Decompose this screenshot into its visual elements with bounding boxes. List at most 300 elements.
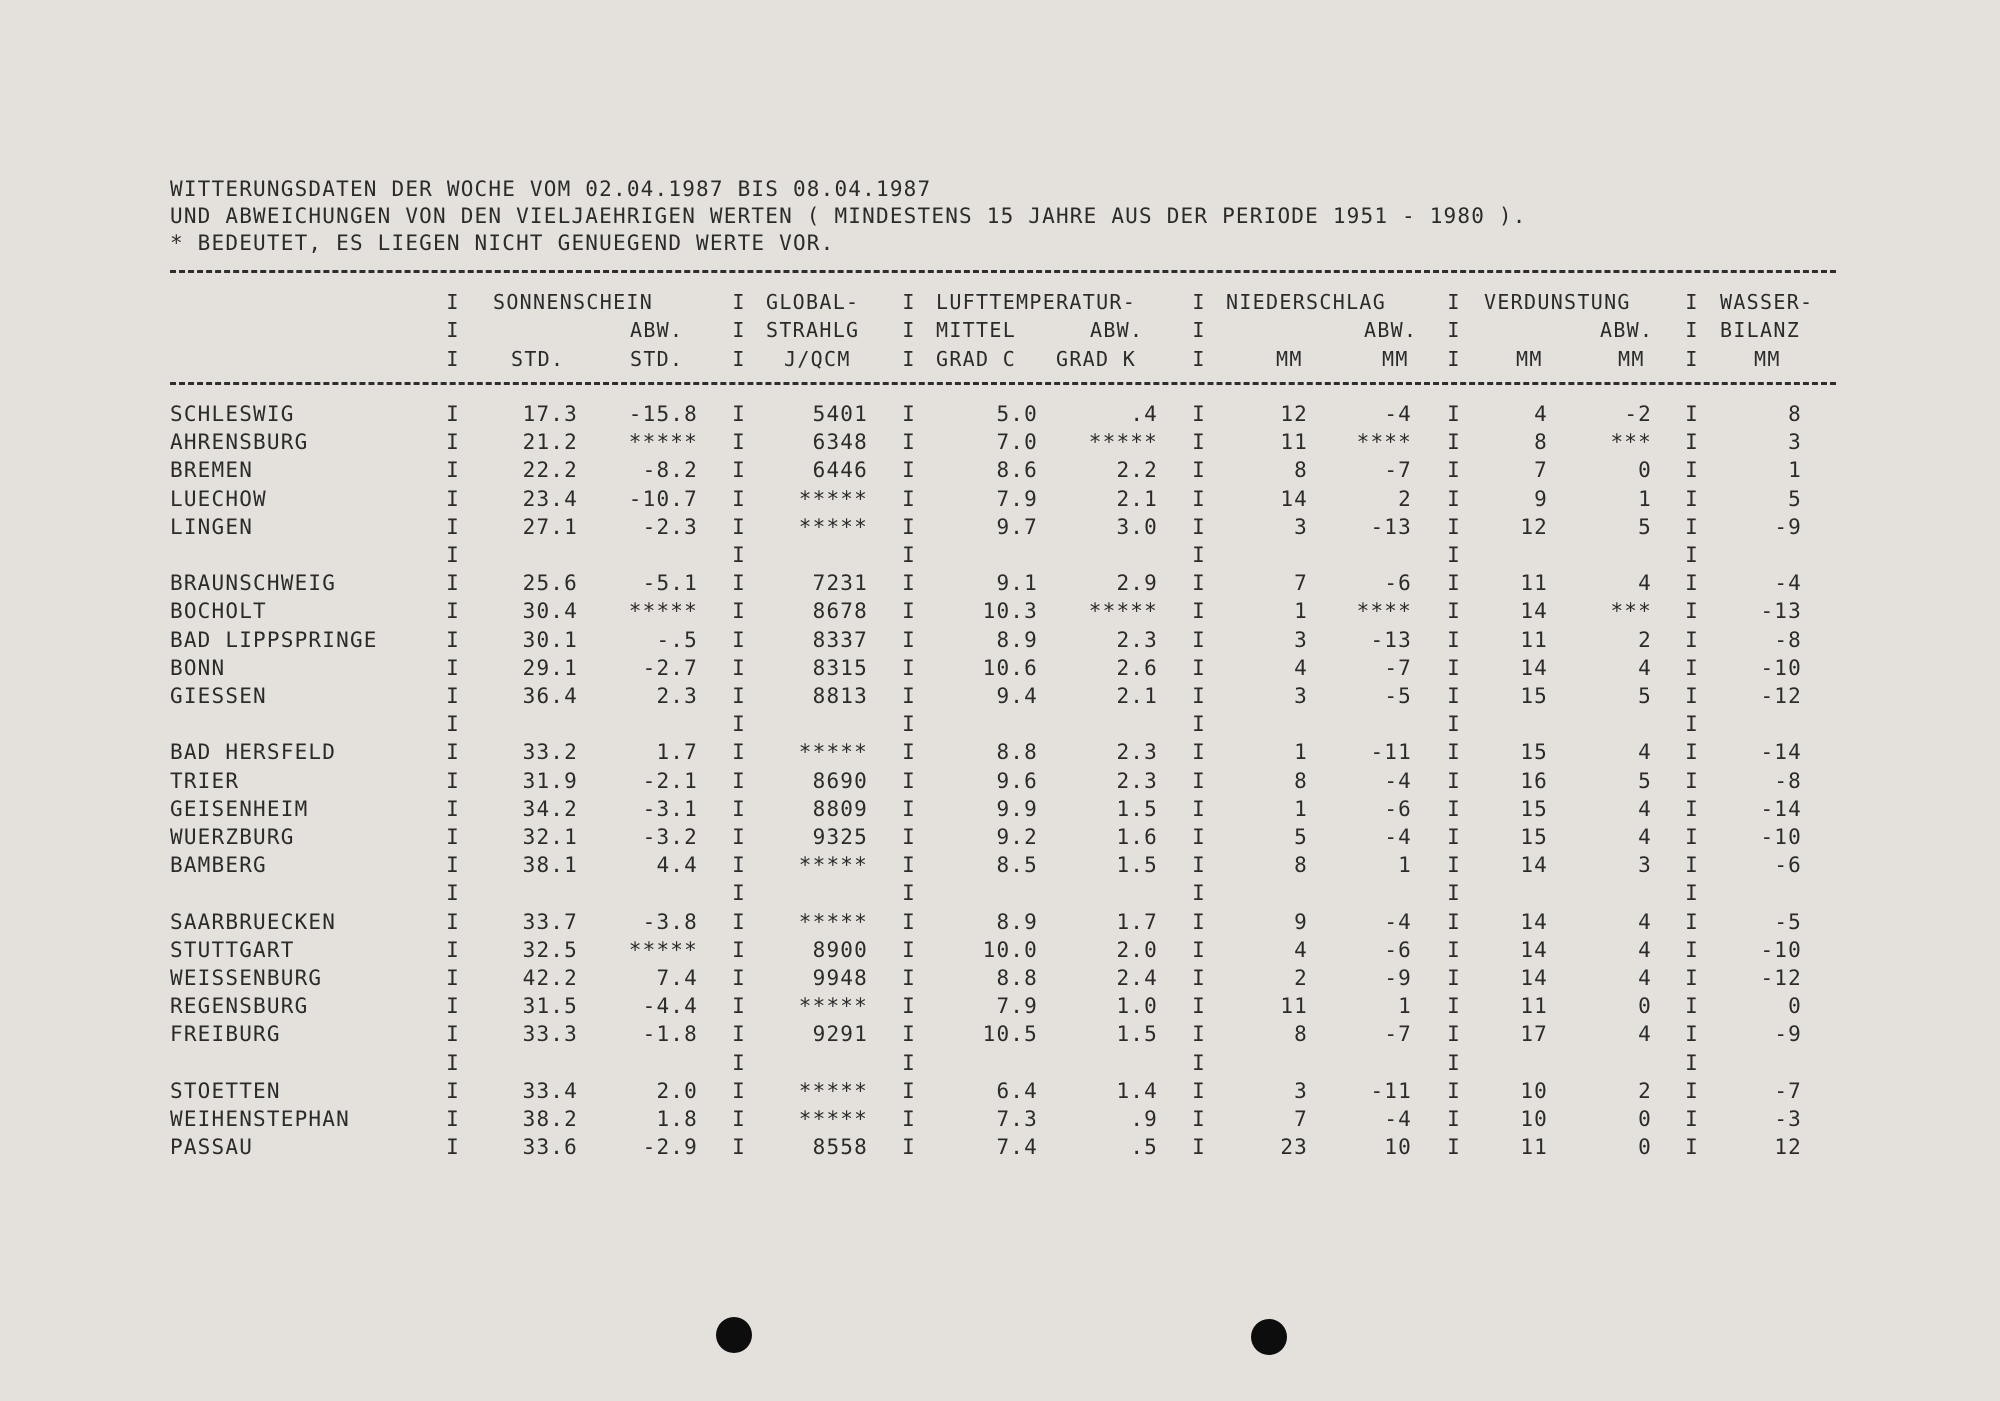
column-separator: I [1447, 458, 1461, 483]
column-separator: I [1447, 571, 1461, 596]
cell-rain-abw: -7 [1384, 655, 1412, 680]
table-row [0, 1020, 2000, 1048]
cell-bal: 8 [1788, 402, 1802, 426]
cell-rain: 3 [1294, 627, 1308, 652]
cell-glob: 8315 [812, 655, 868, 680]
column-separator: I [902, 430, 916, 455]
column-separator: I [902, 937, 916, 962]
cell-name: FREIBURG [170, 1022, 281, 1047]
column-separator: I [902, 825, 916, 849]
cell-evap: 14 [1520, 909, 1548, 934]
table-row [0, 456, 2000, 484]
column-separator: I [446, 881, 460, 906]
cell-temp: 10.0 [982, 937, 1038, 962]
cell-evap: 14 [1520, 937, 1548, 962]
column-separator: I [1447, 712, 1461, 737]
cell-rain-abw: -4 [1384, 825, 1412, 849]
cell-name: GEISENHEIM [170, 796, 309, 821]
table-row [0, 795, 2000, 823]
cell-rain: 12 [1280, 402, 1308, 426]
cell-sun: 32.5 [522, 937, 578, 962]
column-separator: I [902, 1107, 916, 1131]
spacer-row [0, 541, 2000, 569]
column-separator: I [902, 458, 916, 483]
col-luft-grad-k: GRAD K [1056, 347, 1137, 371]
cell-sun: 33.3 [522, 1022, 578, 1047]
column-separator: I [732, 1135, 746, 1160]
cell-sun-abw: 7.4 [656, 966, 698, 990]
column-separator: I [446, 486, 460, 511]
column-separator: I [732, 796, 746, 821]
column-separator: I [732, 825, 746, 849]
column-separator: I [446, 290, 460, 314]
cell-temp: 10.6 [982, 655, 1038, 680]
cell-rain: 7 [1294, 571, 1308, 596]
col-verdunstung-abw-mm: MM [1618, 347, 1645, 371]
cell-evap-abw: 2 [1638, 627, 1652, 652]
cell-name: STOETTEN [170, 1078, 281, 1103]
cell-evap: 4 [1534, 402, 1548, 426]
cell-evap-abw: 0 [1638, 1135, 1652, 1160]
cell-rain: 1 [1294, 740, 1308, 765]
column-separator: I [902, 966, 916, 990]
cell-name: WUERZBURG [170, 825, 295, 849]
cell-name: BAD HERSFELD [170, 740, 337, 765]
cell-temp: 10.5 [982, 1022, 1038, 1047]
cell-temp: 8.9 [996, 627, 1038, 652]
cell-temp-abw: 2.9 [1116, 571, 1158, 596]
cell-sun: 27.1 [522, 514, 578, 539]
column-separator: I [446, 740, 460, 765]
cell-evap-abw: 5 [1638, 514, 1652, 539]
column-separator: I [1192, 571, 1206, 596]
cell-glob: 9291 [812, 1022, 868, 1047]
column-separator: I [1192, 881, 1206, 906]
cell-rain-abw: -9 [1384, 966, 1412, 990]
column-separator: I [732, 684, 746, 708]
table-row [0, 682, 2000, 710]
column-separator: I [1192, 712, 1206, 737]
column-separator: I [1192, 290, 1206, 314]
column-separator: I [1447, 966, 1461, 990]
column-separator: I [1447, 881, 1461, 906]
cell-rain-abw: **** [1356, 599, 1412, 624]
cell-evap-abw: 4 [1638, 909, 1652, 934]
column-separator: I [1192, 627, 1206, 652]
column-separator: I [732, 909, 746, 934]
column-separator: I [902, 571, 916, 596]
column-separator: I [1685, 740, 1699, 765]
column-separator: I [1192, 768, 1206, 793]
column-separator: I [902, 881, 916, 906]
cell-temp-abw: 2.3 [1116, 768, 1158, 793]
col-luft-mittel: MITTEL [936, 318, 1017, 342]
cell-rain: 7 [1294, 1107, 1308, 1131]
cell-evap-abw: 4 [1638, 796, 1652, 821]
column-separator: I [1685, 402, 1699, 426]
cell-rain-abw: -4 [1384, 1107, 1412, 1131]
cell-evap-abw: 5 [1638, 684, 1652, 708]
cell-name: SAARBRUECKEN [170, 909, 337, 934]
cell-evap: 14 [1520, 599, 1548, 624]
cell-evap-abw: 4 [1638, 966, 1652, 990]
column-separator: I [1447, 1135, 1461, 1160]
column-separator: I [1192, 1050, 1206, 1075]
cell-sun: 42.2 [522, 966, 578, 990]
column-separator: I [732, 853, 746, 878]
cell-rain-abw: -7 [1384, 1022, 1412, 1047]
column-separator: I [446, 1078, 460, 1103]
cell-rain: 11 [1280, 430, 1308, 455]
col-sonnenschein-abw: ABW. [630, 318, 684, 342]
cell-temp-abw: .9 [1130, 1107, 1158, 1131]
col-luft-title: LUFTTEMPERATUR- [936, 290, 1137, 314]
column-separator: I [1685, 994, 1699, 1019]
column-separator: I [902, 994, 916, 1019]
column-separator: I [902, 486, 916, 511]
cell-temp: 7.0 [996, 430, 1038, 455]
column-separator: I [902, 768, 916, 793]
column-separator: I [1447, 1078, 1461, 1103]
cell-glob: ***** [798, 740, 868, 765]
cell-temp: 9.7 [996, 514, 1038, 539]
column-separator: I [446, 655, 460, 680]
table-row [0, 738, 2000, 766]
table-row [0, 428, 2000, 456]
column-separator: I [446, 994, 460, 1019]
column-separator: I [1447, 402, 1461, 426]
cell-sun-abw: -8.2 [642, 458, 698, 483]
column-separator: I [1685, 655, 1699, 680]
column-separator: I [446, 684, 460, 708]
col-nieder-abw: ABW. [1364, 318, 1418, 342]
cell-sun: 33.6 [522, 1135, 578, 1160]
column-separator: I [1685, 543, 1699, 567]
cell-temp-abw: 1.4 [1116, 1078, 1158, 1103]
column-separator: I [1447, 909, 1461, 934]
cell-temp-abw: .5 [1130, 1135, 1158, 1160]
column-separator: I [902, 655, 916, 680]
header-line-3: * BEDEUTET, ES LIEGEN NICHT GENUEGEND WERTE VOR. [170, 231, 835, 255]
cell-name: AHRENSBURG [170, 430, 309, 455]
cell-glob: ***** [798, 486, 868, 511]
column-separator: I [1447, 627, 1461, 652]
column-separator: I [732, 1107, 746, 1131]
column-separator: I [1447, 543, 1461, 567]
column-separator: I [732, 402, 746, 426]
column-separator: I [732, 486, 746, 511]
column-separator: I [446, 853, 460, 878]
column-separator: I [1685, 347, 1699, 371]
column-separator: I [1447, 599, 1461, 624]
column-separator: I [1447, 1107, 1461, 1131]
cell-sun: 31.9 [522, 768, 578, 793]
cell-rain-abw: -11 [1370, 740, 1412, 765]
cell-sun-abw: -4.4 [642, 994, 698, 1019]
cell-sun: 36.4 [522, 684, 578, 708]
cell-rain-abw: -11 [1370, 1078, 1412, 1103]
column-separator: I [732, 458, 746, 483]
column-separator: I [902, 543, 916, 567]
cell-bal: -10 [1760, 937, 1802, 962]
cell-sun: 38.2 [522, 1107, 578, 1131]
cell-sun-abw: 2.3 [656, 684, 698, 708]
column-separator: I [732, 318, 746, 342]
column-separator: I [732, 740, 746, 765]
column-separator: I [732, 1078, 746, 1103]
cell-rain: 3 [1294, 684, 1308, 708]
cell-temp-abw: 1.6 [1116, 825, 1158, 849]
column-separator: I [732, 881, 746, 906]
cell-temp-abw: 3.0 [1116, 514, 1158, 539]
column-separator: I [1447, 994, 1461, 1019]
cell-evap-abw: 4 [1638, 1022, 1652, 1047]
cell-rain: 4 [1294, 655, 1308, 680]
cell-temp-abw: 2.0 [1116, 937, 1158, 962]
header-line-2: UND ABWEICHUNGEN VON DEN VIELJAEHRIGEN WERTEN ( MINDESTENS 15 JAHRE AUS DER PERIODE 1951 - 1980 ). [170, 204, 1527, 228]
cell-bal: -3 [1774, 1107, 1802, 1131]
column-separator: I [1192, 402, 1206, 426]
cell-temp: 8.9 [996, 909, 1038, 934]
column-separator: I [902, 514, 916, 539]
column-separator: I [1685, 966, 1699, 990]
cell-evap: 11 [1520, 571, 1548, 596]
cell-sun-abw: -2.1 [642, 768, 698, 793]
column-separator: I [732, 937, 746, 962]
cell-evap: 15 [1520, 684, 1548, 708]
column-separator: I [902, 684, 916, 708]
table-row [0, 992, 2000, 1020]
cell-temp-abw: 2.3 [1116, 740, 1158, 765]
column-separator: I [902, 712, 916, 737]
cell-name: BREMEN [170, 458, 254, 483]
column-separator: I [1685, 1135, 1699, 1160]
spacer-row [0, 879, 2000, 907]
column-separator: I [732, 430, 746, 455]
cell-bal: -8 [1774, 768, 1802, 793]
cell-rain: 1 [1294, 599, 1308, 624]
cell-sun-abw: -.5 [656, 627, 698, 652]
cell-glob: ***** [798, 853, 868, 878]
cell-glob: 6348 [812, 430, 868, 455]
cell-name: BAD LIPPSPRINGE [170, 627, 378, 652]
table-row [0, 569, 2000, 597]
cell-evap: 7 [1534, 458, 1548, 483]
cell-glob: 9948 [812, 966, 868, 990]
table-row [0, 597, 2000, 625]
cell-sun: 30.4 [522, 599, 578, 624]
table-row [0, 654, 2000, 682]
column-separator: I [1447, 430, 1461, 455]
cell-sun-abw: -10.7 [628, 486, 698, 511]
cell-name: PASSAU [170, 1135, 254, 1160]
column-separator: I [446, 909, 460, 934]
cell-glob: 7231 [812, 571, 868, 596]
column-separator: I [1685, 712, 1699, 737]
cell-bal: 1 [1788, 458, 1802, 483]
cell-rain-abw: -6 [1384, 937, 1412, 962]
cell-temp-abw: .4 [1130, 402, 1158, 426]
cell-rain-abw: 1 [1398, 853, 1412, 878]
cell-temp-abw: 1.5 [1116, 796, 1158, 821]
column-separator: I [1685, 1078, 1699, 1103]
column-separator: I [732, 290, 746, 314]
col-sonnenschein-title: SONNENSCHEIN [493, 290, 654, 314]
cell-sun: 33.4 [522, 1078, 578, 1103]
column-separator: I [1447, 347, 1461, 371]
cell-name: BRAUNSCHWEIG [170, 571, 337, 596]
column-separator: I [902, 796, 916, 821]
cell-temp: 9.9 [996, 796, 1038, 821]
cell-temp-abw: 2.1 [1116, 684, 1158, 708]
column-separator: I [446, 543, 460, 567]
table-row [0, 513, 2000, 541]
cell-bal: -14 [1760, 796, 1802, 821]
cell-evap: 14 [1520, 853, 1548, 878]
column-separator: I [446, 514, 460, 539]
column-separator: I [446, 347, 460, 371]
cell-evap: 15 [1520, 796, 1548, 821]
column-separator: I [732, 655, 746, 680]
cell-bal: -8 [1774, 627, 1802, 652]
column-separator: I [732, 599, 746, 624]
cell-sun-abw: ***** [628, 430, 698, 455]
table-row [0, 908, 2000, 936]
column-separator: I [1192, 994, 1206, 1019]
cell-sun-abw: -2.3 [642, 514, 698, 539]
cell-temp: 5.0 [996, 402, 1038, 426]
column-separator: I [732, 712, 746, 737]
column-separator: I [902, 1022, 916, 1047]
column-separator: I [446, 1050, 460, 1075]
column-separator: I [446, 712, 460, 737]
cell-sun-abw: -3.1 [642, 796, 698, 821]
column-separator: I [732, 347, 746, 371]
cell-glob: ***** [798, 909, 868, 934]
column-separator: I [1685, 458, 1699, 483]
cell-rain-abw: -4 [1384, 768, 1412, 793]
table-row [0, 964, 2000, 992]
spacer-row [0, 710, 2000, 738]
cell-evap: 10 [1520, 1107, 1548, 1131]
table-row [0, 936, 2000, 964]
cell-temp: 7.9 [996, 994, 1038, 1019]
column-separator: I [1447, 853, 1461, 878]
cell-glob: 8558 [812, 1135, 868, 1160]
cell-rain: 23 [1280, 1135, 1308, 1160]
punch-hole-left [716, 1317, 752, 1353]
cell-evap-abw: *** [1610, 599, 1652, 624]
column-separator: I [1447, 768, 1461, 793]
column-separator: I [446, 825, 460, 849]
cell-temp: 7.3 [996, 1107, 1038, 1131]
column-separator: I [732, 543, 746, 567]
column-separator: I [1685, 571, 1699, 596]
cell-bal: -12 [1760, 684, 1802, 708]
cell-sun: 23.4 [522, 486, 578, 511]
cell-rain: 5 [1294, 825, 1308, 849]
cell-rain-abw: -7 [1384, 458, 1412, 483]
cell-glob: ***** [798, 994, 868, 1019]
cell-rain-abw: **** [1356, 430, 1412, 455]
cell-temp-abw: ***** [1088, 430, 1158, 455]
cell-evap-abw: 1 [1638, 486, 1652, 511]
cell-sun: 21.2 [522, 430, 578, 455]
column-separator: I [1685, 1050, 1699, 1075]
column-separator: I [1192, 347, 1206, 371]
column-separator: I [1447, 1022, 1461, 1047]
header-line-1: WITTERUNGSDATEN DER WOCHE VOM 02.04.1987 BIS 08.04.1987 [170, 177, 932, 201]
column-separator: I [1447, 937, 1461, 962]
cell-name: GIESSEN [170, 684, 267, 708]
cell-rain: 14 [1280, 486, 1308, 511]
column-separator: I [1685, 825, 1699, 849]
table-row [0, 1133, 2000, 1161]
cell-sun-abw: -15.8 [628, 402, 698, 426]
column-separator: I [902, 402, 916, 426]
cell-evap-abw: 4 [1638, 655, 1652, 680]
cell-rain: 8 [1294, 458, 1308, 483]
cell-temp: 6.4 [996, 1078, 1038, 1103]
cell-evap-abw: 5 [1638, 768, 1652, 793]
column-separator: I [446, 402, 460, 426]
cell-glob: 6446 [812, 458, 868, 483]
column-separator: I [732, 1050, 746, 1075]
cell-sun: 32.1 [522, 825, 578, 849]
table-row [0, 1105, 2000, 1133]
cell-evap-abw: 0 [1638, 994, 1652, 1019]
cell-rain-abw: -5 [1384, 684, 1412, 708]
cell-glob: 8813 [812, 684, 868, 708]
cell-temp: 10.3 [982, 599, 1038, 624]
column-separator: I [1192, 599, 1206, 624]
column-separator: I [446, 1022, 460, 1047]
column-separator: I [1685, 430, 1699, 455]
column-separator: I [732, 1022, 746, 1047]
cell-temp: 7.9 [996, 486, 1038, 511]
cell-evap: 11 [1520, 627, 1548, 652]
column-separator: I [1192, 458, 1206, 483]
cell-temp: 8.8 [996, 966, 1038, 990]
column-separator: I [1685, 318, 1699, 342]
column-separator: I [1192, 1022, 1206, 1047]
col-sonnenschein-std: STD. [511, 347, 565, 371]
cell-name: LUECHOW [170, 486, 267, 511]
cell-glob: 5401 [812, 402, 868, 426]
column-separator: I [732, 627, 746, 652]
column-separator: I [1192, 853, 1206, 878]
cell-bal: 12 [1774, 1135, 1802, 1160]
cell-evap-abw: 0 [1638, 1107, 1652, 1131]
cell-evap-abw: 4 [1638, 740, 1652, 765]
col-sonnenschein-abw-std: STD. [630, 347, 684, 371]
cell-sun: 34.2 [522, 796, 578, 821]
column-separator: I [446, 571, 460, 596]
column-separator: I [902, 909, 916, 934]
cell-name: WEISSENBURG [170, 966, 323, 990]
cell-rain: 2 [1294, 966, 1308, 990]
cell-name: WEIHENSTEPHAN [170, 1107, 350, 1131]
col-verdunstung-title: VERDUNSTUNG [1484, 290, 1631, 314]
column-separator: I [1685, 796, 1699, 821]
column-separator: I [1685, 486, 1699, 511]
cell-temp: 9.4 [996, 684, 1038, 708]
column-separator: I [1685, 881, 1699, 906]
cell-evap-abw: 0 [1638, 458, 1652, 483]
column-separator: I [1685, 514, 1699, 539]
cell-temp: 9.6 [996, 768, 1038, 793]
column-separator: I [446, 627, 460, 652]
